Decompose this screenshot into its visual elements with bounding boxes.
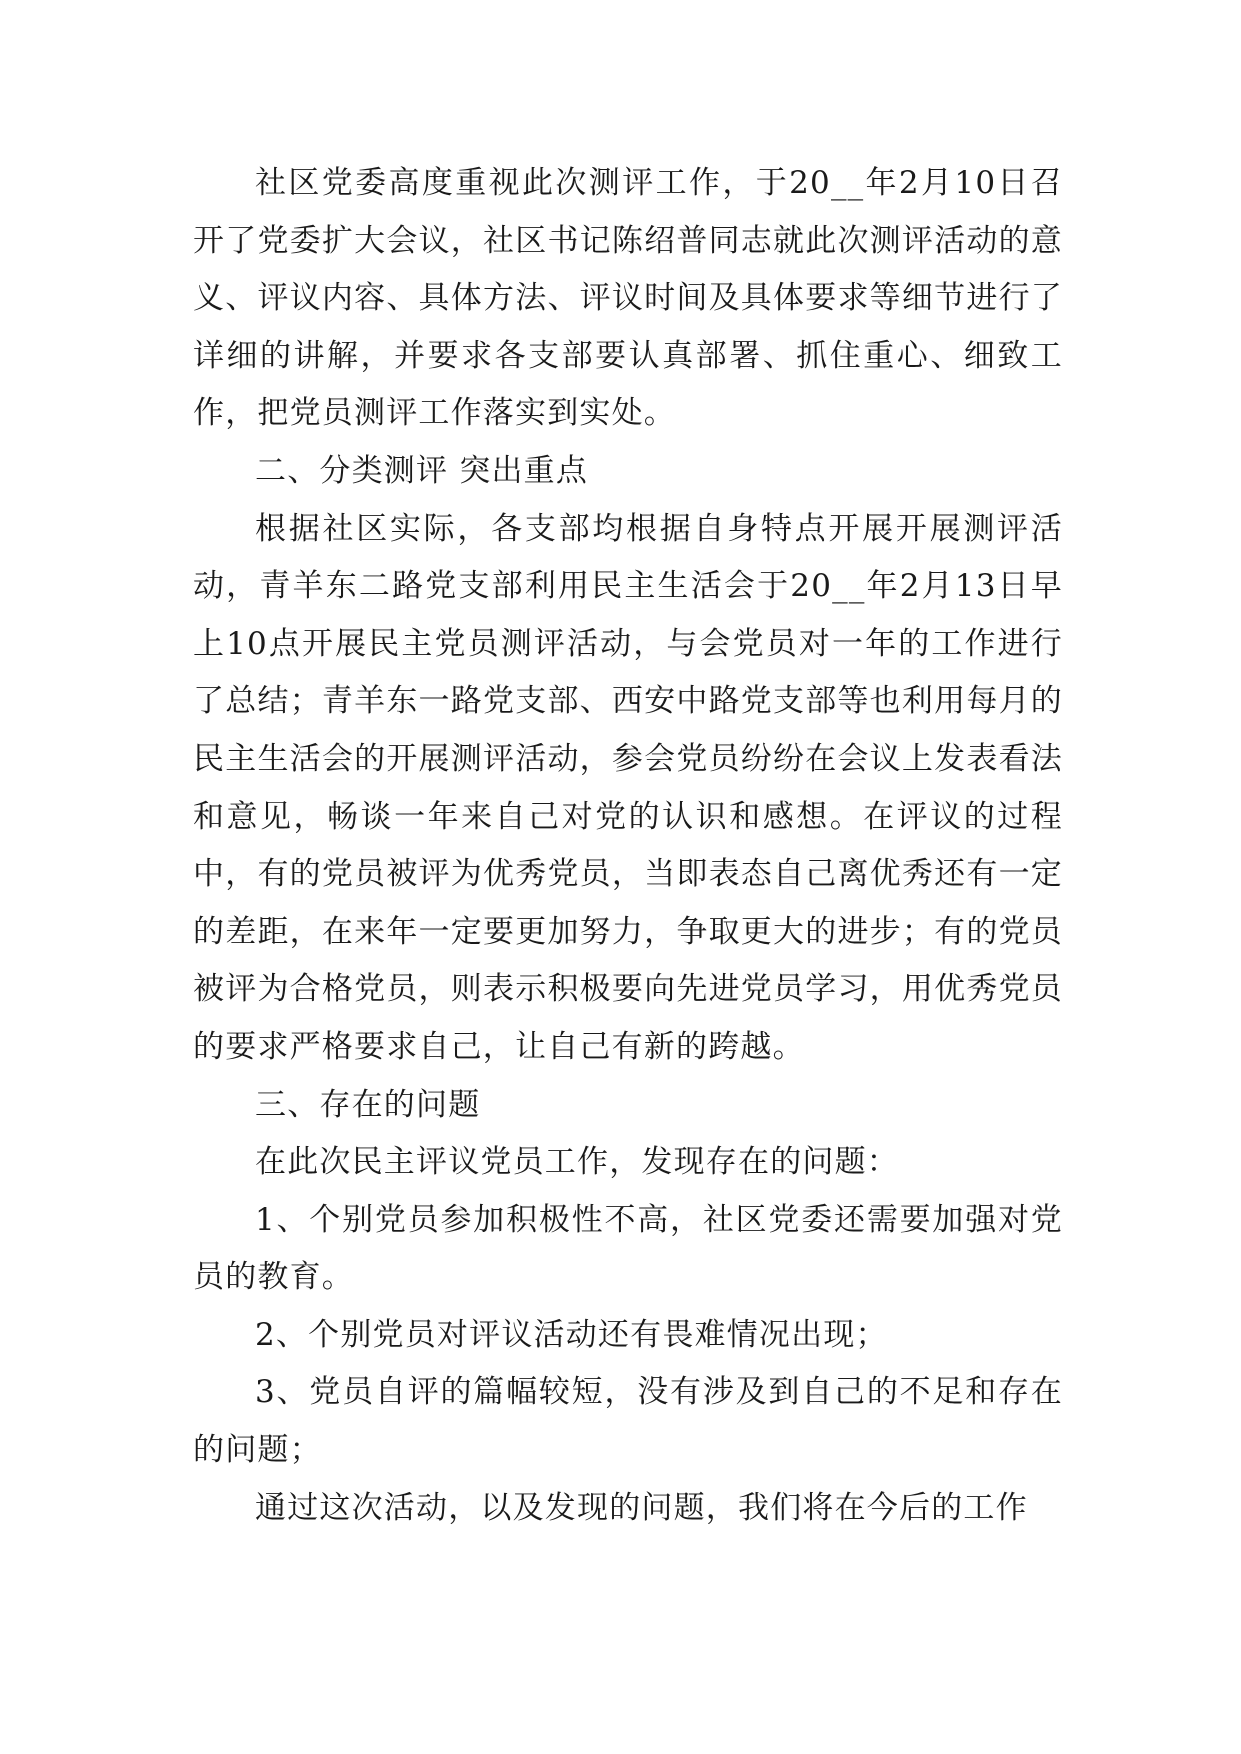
paragraph-intro: 社区党委高度重视此次测评工作，于20__年2月10日召开了党委扩大会议，社区书记陈绍普同志就此次测评活动的意义、评议内容、具体方法、评议时间及具体要求等细节进行了详细的讲解，并要求各支部要认真部署、抓住重心、细致工作，把党员测评工作落实到实处。 (193, 165, 1063, 432)
list-item-problem-1: 1、个别党员参加积极性不高，社区党委还需要加强对党员的教育。 (193, 1201, 1063, 1296)
section-heading-3: 三、存在的问题 (255, 1086, 481, 1123)
paragraph-conclusion: 通过这次活动，以及发现的问题，我们将在今后的工作 (255, 1489, 1028, 1526)
list-item-problem-3: 3、党员自评的篇幅较短，没有涉及到自己的不足和存在的问题； (193, 1374, 1063, 1469)
section-heading-2: 二、分类测评 突出重点 (255, 452, 589, 489)
paragraph-problems-intro: 在此次民主评议党员工作，发现存在的问题： (255, 1144, 899, 1181)
document-body (193, 155, 1063, 1537)
paragraph-classification: 根据社区实际，各支部均根据自身特点开展开展测评活动，青羊东二路党支部利用民主生活会于20__年2月13日早上10点开展民主党员测评活动，与会党员对一年的工作进行了总结；青羊东一路党支部、西安中路党支部等也利用每月的民主生活会的开展测评活动，参会党员纷纷在会议上发表看法和意见，畅谈一年来自己对党的认识和感想。在评议的过程中，有的党员被评为优秀党员，当即表态自己离优秀还有一定的差距，在来年一定要更加努力，争取更大的进步；有的党员被评为合格党员，则表示积极要向先进党员学习，用优秀党员的要求严格要求自己，让自己有新的跨越。 (193, 510, 1063, 1065)
list-item-problem-2: 2、个别党员对评议活动还有畏难情况出现； (255, 1316, 888, 1353)
